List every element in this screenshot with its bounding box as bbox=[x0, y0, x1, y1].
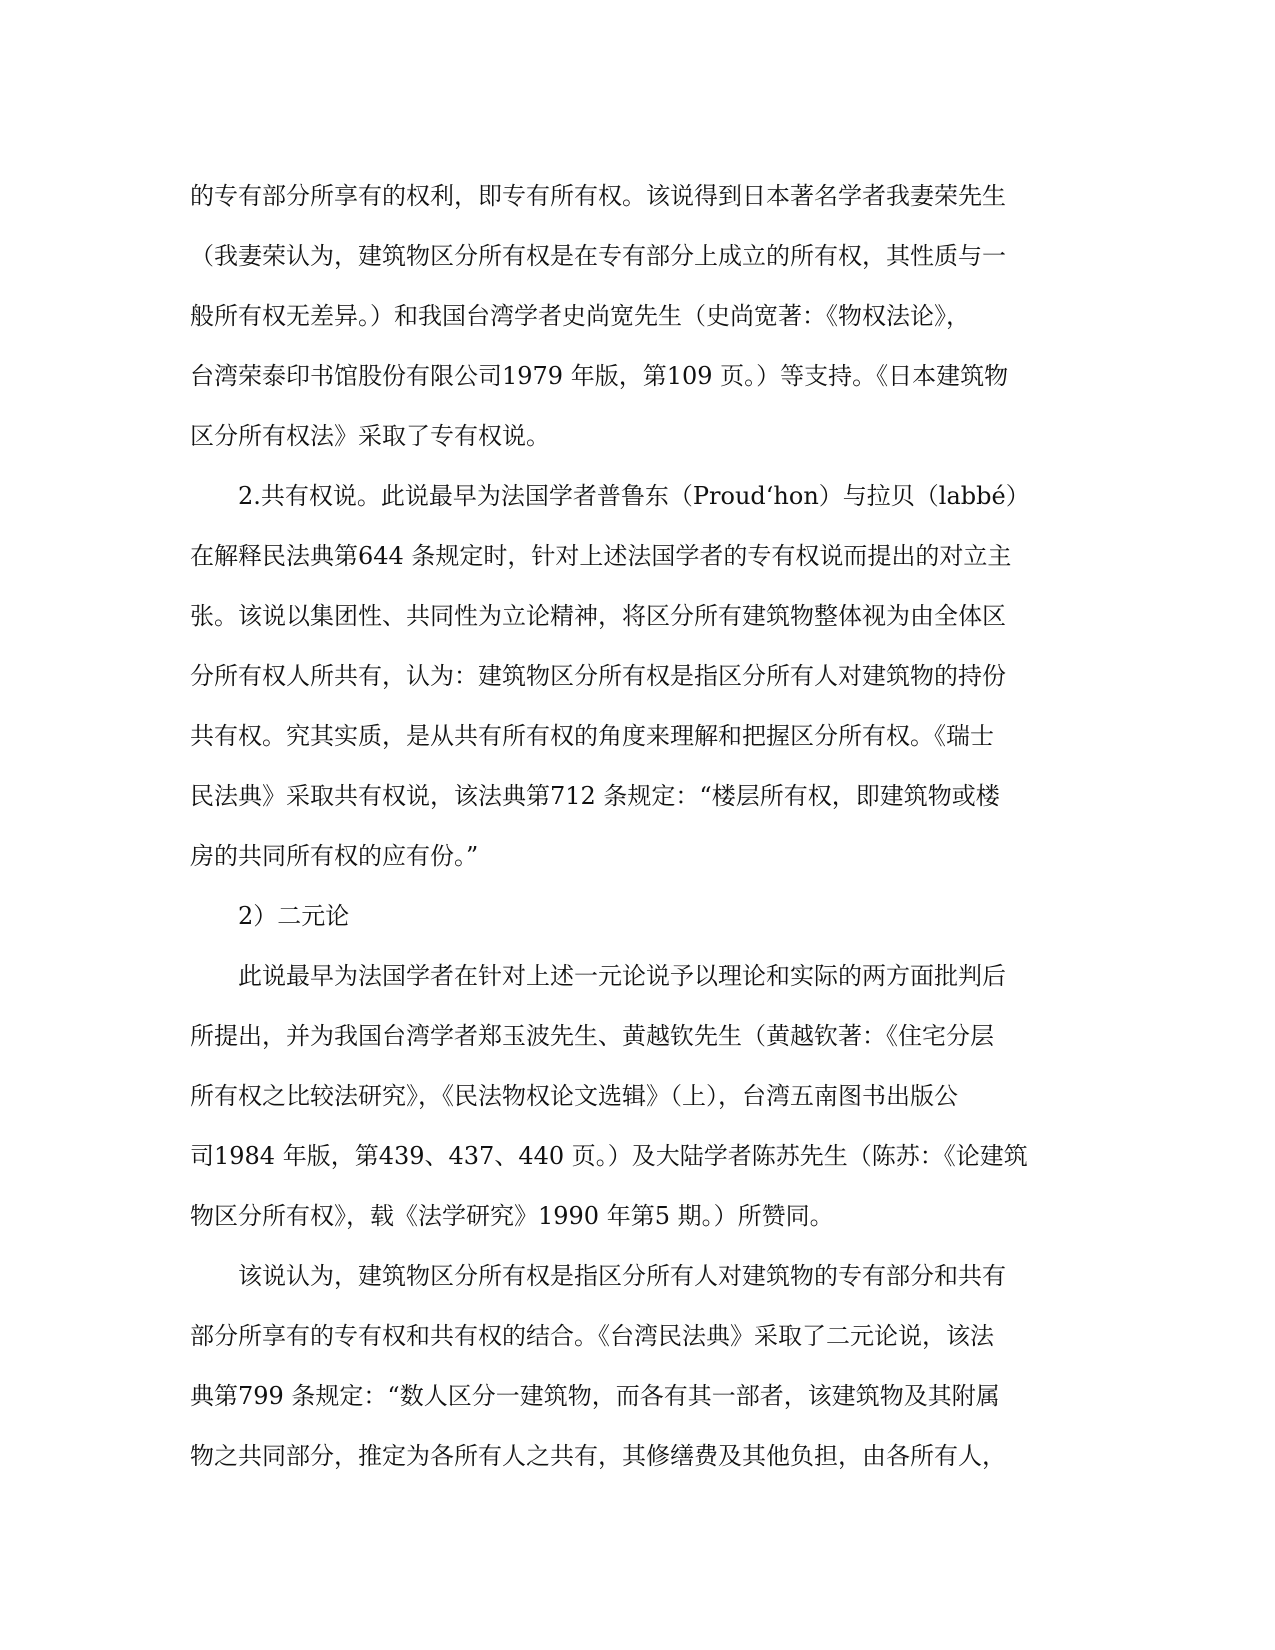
text-line: 物区分所有权》，载《法学研究》1990 年第5 期。）所赞同。 bbox=[190, 1202, 834, 1230]
text-line: 的专有部分所享有的权利，即专有所有权。该说得到日本著名学者我妻荣先生 bbox=[190, 182, 1006, 210]
document-body bbox=[190, 166, 1055, 1486]
text-line: 在解释民法典第644 条规定时，针对上述法国学者的专有权说而提出的对立主 bbox=[190, 542, 1012, 570]
paragraph-start-line: 该说认为，建筑物区分所有权是指区分所有人对建筑物的专有部分和共有 bbox=[238, 1262, 1006, 1290]
text-line: 典第799 条规定：“数人区分一建筑物，而各有其一部者，该建筑物及其附属 bbox=[190, 1382, 1000, 1410]
text-line: 物之共同部分，推定为各所有人之共有，其修缮费及其他负担，由各所有人， bbox=[190, 1442, 1006, 1470]
text-line: 部分所享有的专有权和共有权的结合。《台湾民法典》采取了二元论说，该法 bbox=[190, 1322, 994, 1350]
text-line: 张。该说以集团性、共同性为立论精神，将区分所有建筑物整体视为由全体区 bbox=[190, 602, 1006, 630]
text-line: 区分所有权法》采取了专有权说。 bbox=[190, 422, 550, 450]
paragraph-start-line: 此说最早为法国学者在针对上述一元论说予以理论和实际的两方面批判后 bbox=[238, 962, 1006, 990]
text-line: （我妻荣认为，建筑物区分所有权是在专有部分上成立的所有权，其性质与一 bbox=[190, 242, 1006, 270]
section-heading: 2）二元论 bbox=[238, 902, 350, 930]
text-line: 民法典》采取共有权说，该法典第712 条规定：“楼层所有权，即建筑物或楼 bbox=[190, 782, 1000, 810]
text-line: 所有权之比较法研究》，《民法物权论文选辑》（上），台湾五南图书出版公 bbox=[190, 1082, 958, 1110]
text-line: 共有权。究其实质，是从共有所有权的角度来理解和把握区分所有权。《瑞士 bbox=[190, 722, 994, 750]
text-line: 司1984 年版，第439、437、440 页。）及大陆学者陈苏先生（陈苏：《论建筑 bbox=[190, 1142, 1028, 1170]
text-line: 分所有权人所共有，认为：建筑物区分所有权是指区分所有人对建筑物的持份 bbox=[190, 662, 1006, 690]
paragraph-start-line: 2.共有权说。此说最早为法国学者普鲁东（Proud‘hon）与拉贝（labbé） bbox=[238, 482, 1030, 510]
text-line: 所提出，并为我国台湾学者郑玉波先生、黄越钦先生（黄越钦著：《住宅分层 bbox=[190, 1022, 994, 1050]
text-line: 台湾荣泰印书馆股份有限公司1979 年版，第109 页。）等支持。《日本建筑物 bbox=[190, 362, 1009, 390]
text-line: 般所有权无差异。）和我国台湾学者史尚宽先生（史尚宽著：《物权法论》， bbox=[190, 302, 970, 330]
text-line: 房的共同所有权的应有份。” bbox=[190, 842, 479, 870]
